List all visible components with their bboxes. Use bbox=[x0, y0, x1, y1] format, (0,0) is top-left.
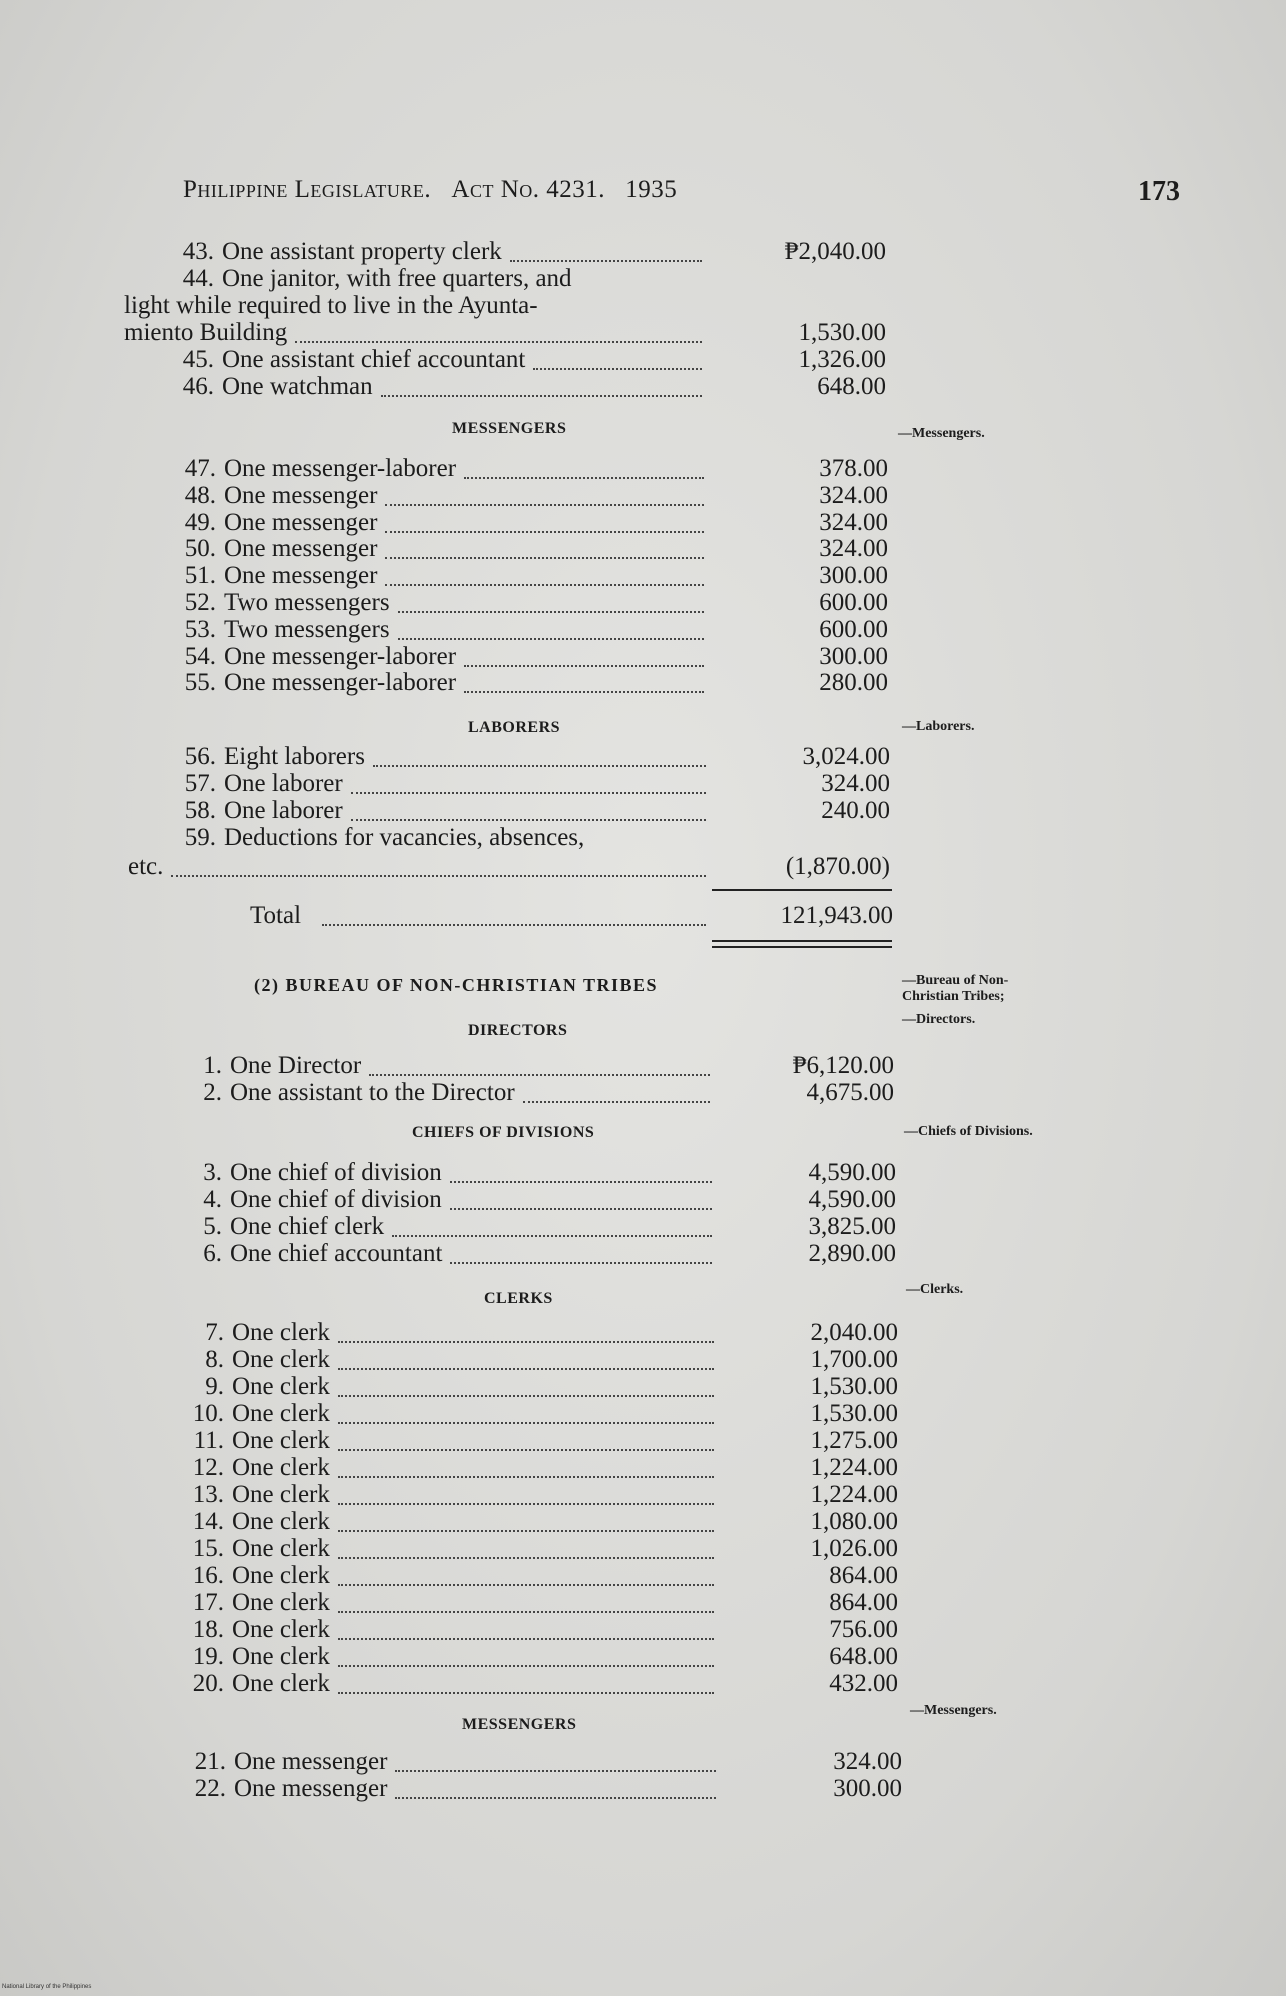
item-amount: 1,080.00 bbox=[810, 1508, 898, 1535]
list-item bbox=[0, 1508, 1286, 1535]
item-number: 4. bbox=[203, 1186, 222, 1213]
list-item bbox=[0, 1052, 1286, 1079]
item-amount: 324.00 bbox=[819, 508, 888, 536]
header-year: 1935 bbox=[625, 176, 678, 203]
item-label: etc. bbox=[128, 853, 164, 880]
section-heading-messengers: MESSENGERS bbox=[452, 420, 567, 437]
header-act: Act No. 4231. bbox=[451, 176, 606, 203]
leader-dots bbox=[523, 1099, 710, 1103]
list-item bbox=[0, 1589, 1286, 1616]
leader-dots bbox=[338, 1339, 714, 1343]
leader-dots bbox=[338, 1582, 714, 1586]
item-label: One messenger-laborer bbox=[224, 455, 457, 482]
item-label: Two messengers bbox=[224, 589, 390, 616]
leader-dots bbox=[338, 1528, 714, 1532]
leader-dots bbox=[351, 790, 706, 794]
item-label: One assistant to the Director bbox=[230, 1079, 515, 1106]
item-amount: 324.00 bbox=[833, 1748, 902, 1775]
item-amount: 300.00 bbox=[833, 1775, 902, 1802]
list-item bbox=[0, 238, 1286, 265]
list-item bbox=[0, 1240, 1286, 1267]
item-amount: 4,675.00 bbox=[806, 1079, 894, 1106]
list-item bbox=[0, 346, 1286, 373]
item-number: 46. bbox=[182, 373, 214, 400]
item-label: One assistant property clerk bbox=[222, 238, 502, 265]
leader-dots bbox=[385, 555, 704, 559]
leader-dots bbox=[450, 1206, 712, 1210]
item-label: One clerk bbox=[232, 1427, 330, 1454]
item-amount: 648.00 bbox=[817, 373, 886, 400]
margin-note-directors: —Directors. bbox=[902, 1012, 976, 1027]
item-number: 17. bbox=[192, 1589, 224, 1616]
item-number: 54. bbox=[184, 642, 216, 670]
item-amount: 1,326.00 bbox=[798, 346, 886, 373]
leader-dots bbox=[385, 529, 704, 533]
leader-dots bbox=[385, 502, 704, 506]
item-label: One chief of division bbox=[230, 1159, 442, 1186]
item-amount: 1,275.00 bbox=[810, 1427, 898, 1454]
bureau-heading: (2) BUREAU OF NON-CHRISTIAN TRIBES bbox=[254, 975, 659, 995]
section-heading-clerks: CLERKS bbox=[484, 1290, 553, 1307]
item-label: One chief of division bbox=[230, 1186, 442, 1213]
list-item bbox=[0, 770, 1286, 797]
item-number: 9. bbox=[205, 1373, 224, 1400]
double-rule-bottom bbox=[712, 946, 892, 948]
leader-dots bbox=[398, 636, 704, 640]
leader-dots bbox=[464, 663, 704, 667]
item-number: 48. bbox=[184, 481, 216, 509]
item-number: 15. bbox=[192, 1535, 224, 1562]
item-label: One assistant chief accountant bbox=[222, 346, 526, 373]
item-label: One clerk bbox=[232, 1319, 330, 1346]
item-amount: 378.00 bbox=[819, 455, 888, 482]
item-number: 6. bbox=[203, 1240, 222, 1267]
item-number: 12. bbox=[192, 1454, 224, 1481]
item-label: One watchman bbox=[222, 373, 373, 400]
item-amount: ₱6,120.00 bbox=[792, 1052, 894, 1079]
item-label: One clerk bbox=[232, 1346, 330, 1373]
item-number: 8. bbox=[205, 1346, 224, 1373]
item-label: One clerk bbox=[232, 1454, 330, 1481]
item-number: 21. bbox=[194, 1748, 226, 1775]
item-number: 57. bbox=[184, 770, 216, 797]
item-amount: 324.00 bbox=[821, 770, 890, 797]
item-label: One clerk bbox=[232, 1616, 330, 1643]
leader-dots bbox=[295, 339, 702, 343]
leader-dots bbox=[338, 1555, 714, 1559]
list-item bbox=[0, 1373, 1286, 1400]
list-item bbox=[0, 743, 1286, 770]
item-label: One clerk bbox=[232, 1508, 330, 1535]
item-label: One clerk bbox=[232, 1562, 330, 1589]
leader-dots bbox=[338, 1663, 714, 1667]
leader-dots bbox=[510, 258, 702, 262]
section-heading-directors: DIRECTORS bbox=[468, 1022, 568, 1039]
list-item bbox=[0, 562, 1286, 589]
item-number: 5. bbox=[203, 1213, 222, 1240]
list-item bbox=[0, 1346, 1286, 1373]
leader-dots bbox=[392, 1233, 712, 1237]
leader-dots bbox=[338, 1366, 714, 1370]
item-label: One messenger bbox=[224, 535, 378, 563]
item-amount: 4,590.00 bbox=[808, 1186, 896, 1213]
total-rule bbox=[712, 889, 892, 891]
leader-dots bbox=[338, 1447, 714, 1451]
item-amount: 600.00 bbox=[819, 589, 888, 616]
item-number: 19. bbox=[192, 1643, 224, 1670]
item-amount: 280.00 bbox=[819, 669, 888, 697]
list-item bbox=[0, 1427, 1286, 1454]
leader-dots bbox=[351, 817, 706, 821]
list-item bbox=[0, 1562, 1286, 1589]
leader-dots bbox=[338, 1393, 714, 1397]
margin-note-bureau-line1: —Bureau of Non- bbox=[902, 973, 1009, 988]
page-number: 173 bbox=[1138, 176, 1180, 207]
item-number: 2. bbox=[203, 1079, 222, 1106]
list-item bbox=[0, 669, 1286, 696]
item-number: 47. bbox=[184, 455, 216, 482]
item-amount: 2,890.00 bbox=[808, 1240, 896, 1267]
leader-dots bbox=[395, 1795, 716, 1799]
list-item bbox=[0, 319, 1286, 346]
item-number: 44. bbox=[182, 265, 214, 292]
list-item bbox=[0, 1454, 1286, 1481]
margin-note-bureau bbox=[902, 973, 1008, 1005]
list-item bbox=[0, 853, 1286, 880]
section-heading-laborers: LABORERS bbox=[468, 719, 561, 736]
list-item bbox=[0, 797, 1286, 824]
item-amount: 300.00 bbox=[819, 642, 888, 670]
item-amount: 1,530.00 bbox=[798, 319, 886, 346]
item-number: 52. bbox=[184, 589, 216, 616]
item-number: 55. bbox=[184, 669, 216, 697]
running-header bbox=[183, 176, 677, 204]
item-label: One clerk bbox=[232, 1373, 330, 1400]
item-amount: 756.00 bbox=[829, 1616, 898, 1643]
list-item bbox=[0, 1670, 1286, 1697]
item-number: 49. bbox=[184, 508, 216, 536]
item-number: 43. bbox=[182, 238, 214, 265]
item-amount: 864.00 bbox=[829, 1562, 898, 1589]
list-item bbox=[0, 455, 1286, 482]
item-number: 50. bbox=[184, 535, 216, 563]
leader-dots bbox=[398, 609, 704, 613]
item-amount: 240.00 bbox=[821, 797, 890, 824]
item-amount: 1,224.00 bbox=[810, 1481, 898, 1508]
leader-dots bbox=[381, 393, 702, 397]
item-label: One clerk bbox=[232, 1589, 330, 1616]
total-label: Total bbox=[250, 902, 302, 929]
item-amount: 3,024.00 bbox=[802, 743, 890, 770]
item-label: One messenger bbox=[224, 481, 378, 509]
list-item bbox=[0, 1400, 1286, 1427]
item-amount: 648.00 bbox=[829, 1643, 898, 1670]
leader-dots bbox=[450, 1260, 712, 1264]
item-number: 7. bbox=[205, 1319, 224, 1346]
margin-note-bureau-line2: Christian Tribes; bbox=[902, 989, 1005, 1004]
item-number: 53. bbox=[184, 615, 216, 643]
item-amount: 432.00 bbox=[829, 1670, 898, 1697]
list-item bbox=[0, 1775, 1286, 1802]
item-amount: 864.00 bbox=[829, 1589, 898, 1616]
item-amount: 300.00 bbox=[819, 562, 888, 590]
item-number: 51. bbox=[184, 562, 216, 590]
item-label: One chief clerk bbox=[230, 1213, 385, 1240]
item-amount: 324.00 bbox=[819, 481, 888, 509]
list-item bbox=[0, 1319, 1286, 1346]
leader-dots bbox=[338, 1690, 714, 1694]
list-item bbox=[0, 1213, 1286, 1240]
item-label: miento Building bbox=[124, 319, 288, 346]
item-amount: 3,825.00 bbox=[808, 1213, 896, 1240]
item-amount: 4,590.00 bbox=[808, 1159, 896, 1186]
item-label: One laborer bbox=[224, 770, 343, 797]
item-amount: 600.00 bbox=[819, 615, 888, 643]
item-number: 11. bbox=[193, 1427, 224, 1454]
list-item bbox=[0, 1159, 1286, 1186]
margin-note-laborers: —Laborers. bbox=[902, 719, 975, 734]
item-number: 10. bbox=[192, 1400, 224, 1427]
item-amount: 1,530.00 bbox=[810, 1373, 898, 1400]
item-number: 13. bbox=[192, 1481, 224, 1508]
margin-note-chiefs: —Chiefs of Divisions. bbox=[904, 1124, 1033, 1139]
item-amount: 324.00 bbox=[819, 535, 888, 563]
item-label: One messenger bbox=[234, 1775, 388, 1802]
list-item bbox=[0, 535, 1286, 562]
item-label: Two messengers bbox=[224, 615, 390, 643]
section-heading-chiefs: CHIEFS OF DIVISIONS bbox=[412, 1124, 595, 1141]
leader-dots bbox=[464, 689, 704, 693]
list-item bbox=[0, 292, 1286, 319]
list-item bbox=[0, 1616, 1286, 1643]
item-label: One chief accountant bbox=[230, 1240, 443, 1267]
item-label: One clerk bbox=[232, 1535, 330, 1562]
item-number: 58. bbox=[184, 797, 216, 824]
total-row bbox=[0, 902, 1286, 929]
leader-dots bbox=[385, 582, 704, 586]
item-amount: ₱2,040.00 bbox=[784, 238, 886, 265]
leader-dots bbox=[450, 1179, 712, 1183]
item-label: One janitor, with free quarters, and bbox=[222, 265, 572, 292]
list-item bbox=[0, 1186, 1286, 1213]
list-item bbox=[0, 265, 1286, 292]
item-number: 16. bbox=[192, 1562, 224, 1589]
item-number: 3. bbox=[203, 1159, 222, 1186]
section-heading-messengers-2: MESSENGERS bbox=[462, 1716, 577, 1733]
item-label: One laborer bbox=[224, 797, 343, 824]
item-amount: 1,224.00 bbox=[810, 1454, 898, 1481]
item-label: One clerk bbox=[232, 1643, 330, 1670]
leader-dots bbox=[464, 475, 704, 479]
item-amount: 1,700.00 bbox=[810, 1346, 898, 1373]
item-label: One messenger bbox=[224, 562, 378, 590]
header-title: Philippine Legislature. bbox=[183, 176, 432, 203]
leader-dots bbox=[373, 763, 706, 767]
list-item bbox=[0, 1748, 1286, 1775]
item-number: 59. bbox=[184, 824, 216, 851]
leader-dots bbox=[338, 1501, 714, 1505]
list-item bbox=[0, 616, 1286, 643]
margin-note-messengers-2: —Messengers. bbox=[910, 1703, 997, 1718]
item-number: 1. bbox=[203, 1052, 222, 1079]
item-label: Eight laborers bbox=[224, 743, 365, 770]
item-amount: 2,040.00 bbox=[810, 1319, 898, 1346]
margin-note-messengers: —Messengers. bbox=[898, 426, 985, 441]
list-item bbox=[0, 643, 1286, 670]
leader-dots bbox=[338, 1609, 714, 1613]
item-label: One clerk bbox=[232, 1670, 330, 1697]
item-label: light while required to live in the Ayunta- bbox=[124, 292, 538, 319]
list-item bbox=[0, 1535, 1286, 1562]
leader-dots bbox=[338, 1474, 714, 1478]
double-rule-top bbox=[712, 940, 892, 942]
leader-dots bbox=[322, 922, 706, 926]
total-amount: 121,943.00 bbox=[780, 902, 893, 929]
list-item bbox=[0, 824, 1286, 851]
item-number: 18. bbox=[192, 1616, 224, 1643]
item-amount: 1,026.00 bbox=[810, 1535, 898, 1562]
leader-dots bbox=[395, 1768, 716, 1772]
item-number: 14. bbox=[192, 1508, 224, 1535]
leader-dots bbox=[369, 1072, 710, 1076]
leader-dots bbox=[171, 873, 706, 877]
list-item bbox=[0, 1481, 1286, 1508]
list-item bbox=[0, 373, 1286, 400]
item-number: 56. bbox=[184, 743, 216, 770]
item-label: One clerk bbox=[232, 1400, 330, 1427]
item-label: One Director bbox=[230, 1052, 362, 1079]
list-item bbox=[0, 589, 1286, 616]
leader-dots bbox=[338, 1420, 714, 1424]
item-number: 45. bbox=[182, 346, 214, 373]
item-label: One clerk bbox=[232, 1481, 330, 1508]
item-amount: 1,530.00 bbox=[810, 1400, 898, 1427]
item-number: 20. bbox=[192, 1670, 224, 1697]
leader-dots bbox=[338, 1636, 714, 1640]
leader-dots bbox=[533, 366, 702, 370]
item-number: 22. bbox=[194, 1775, 226, 1802]
item-label: Deductions for vacancies, absences, bbox=[224, 824, 585, 851]
item-label: One messenger-laborer bbox=[224, 642, 457, 670]
list-item bbox=[0, 509, 1286, 536]
item-label: One messenger bbox=[234, 1748, 388, 1775]
list-item bbox=[0, 1643, 1286, 1670]
list-item bbox=[0, 482, 1286, 509]
margin-note-clerks: —Clerks. bbox=[906, 1282, 964, 1297]
list-item bbox=[0, 1079, 1286, 1106]
item-amount: (1,870.00) bbox=[785, 853, 890, 880]
footer-credit: National Library of the Philippines bbox=[2, 1984, 92, 1990]
item-label: One messenger-laborer bbox=[224, 669, 457, 697]
item-label: One messenger bbox=[224, 508, 378, 536]
